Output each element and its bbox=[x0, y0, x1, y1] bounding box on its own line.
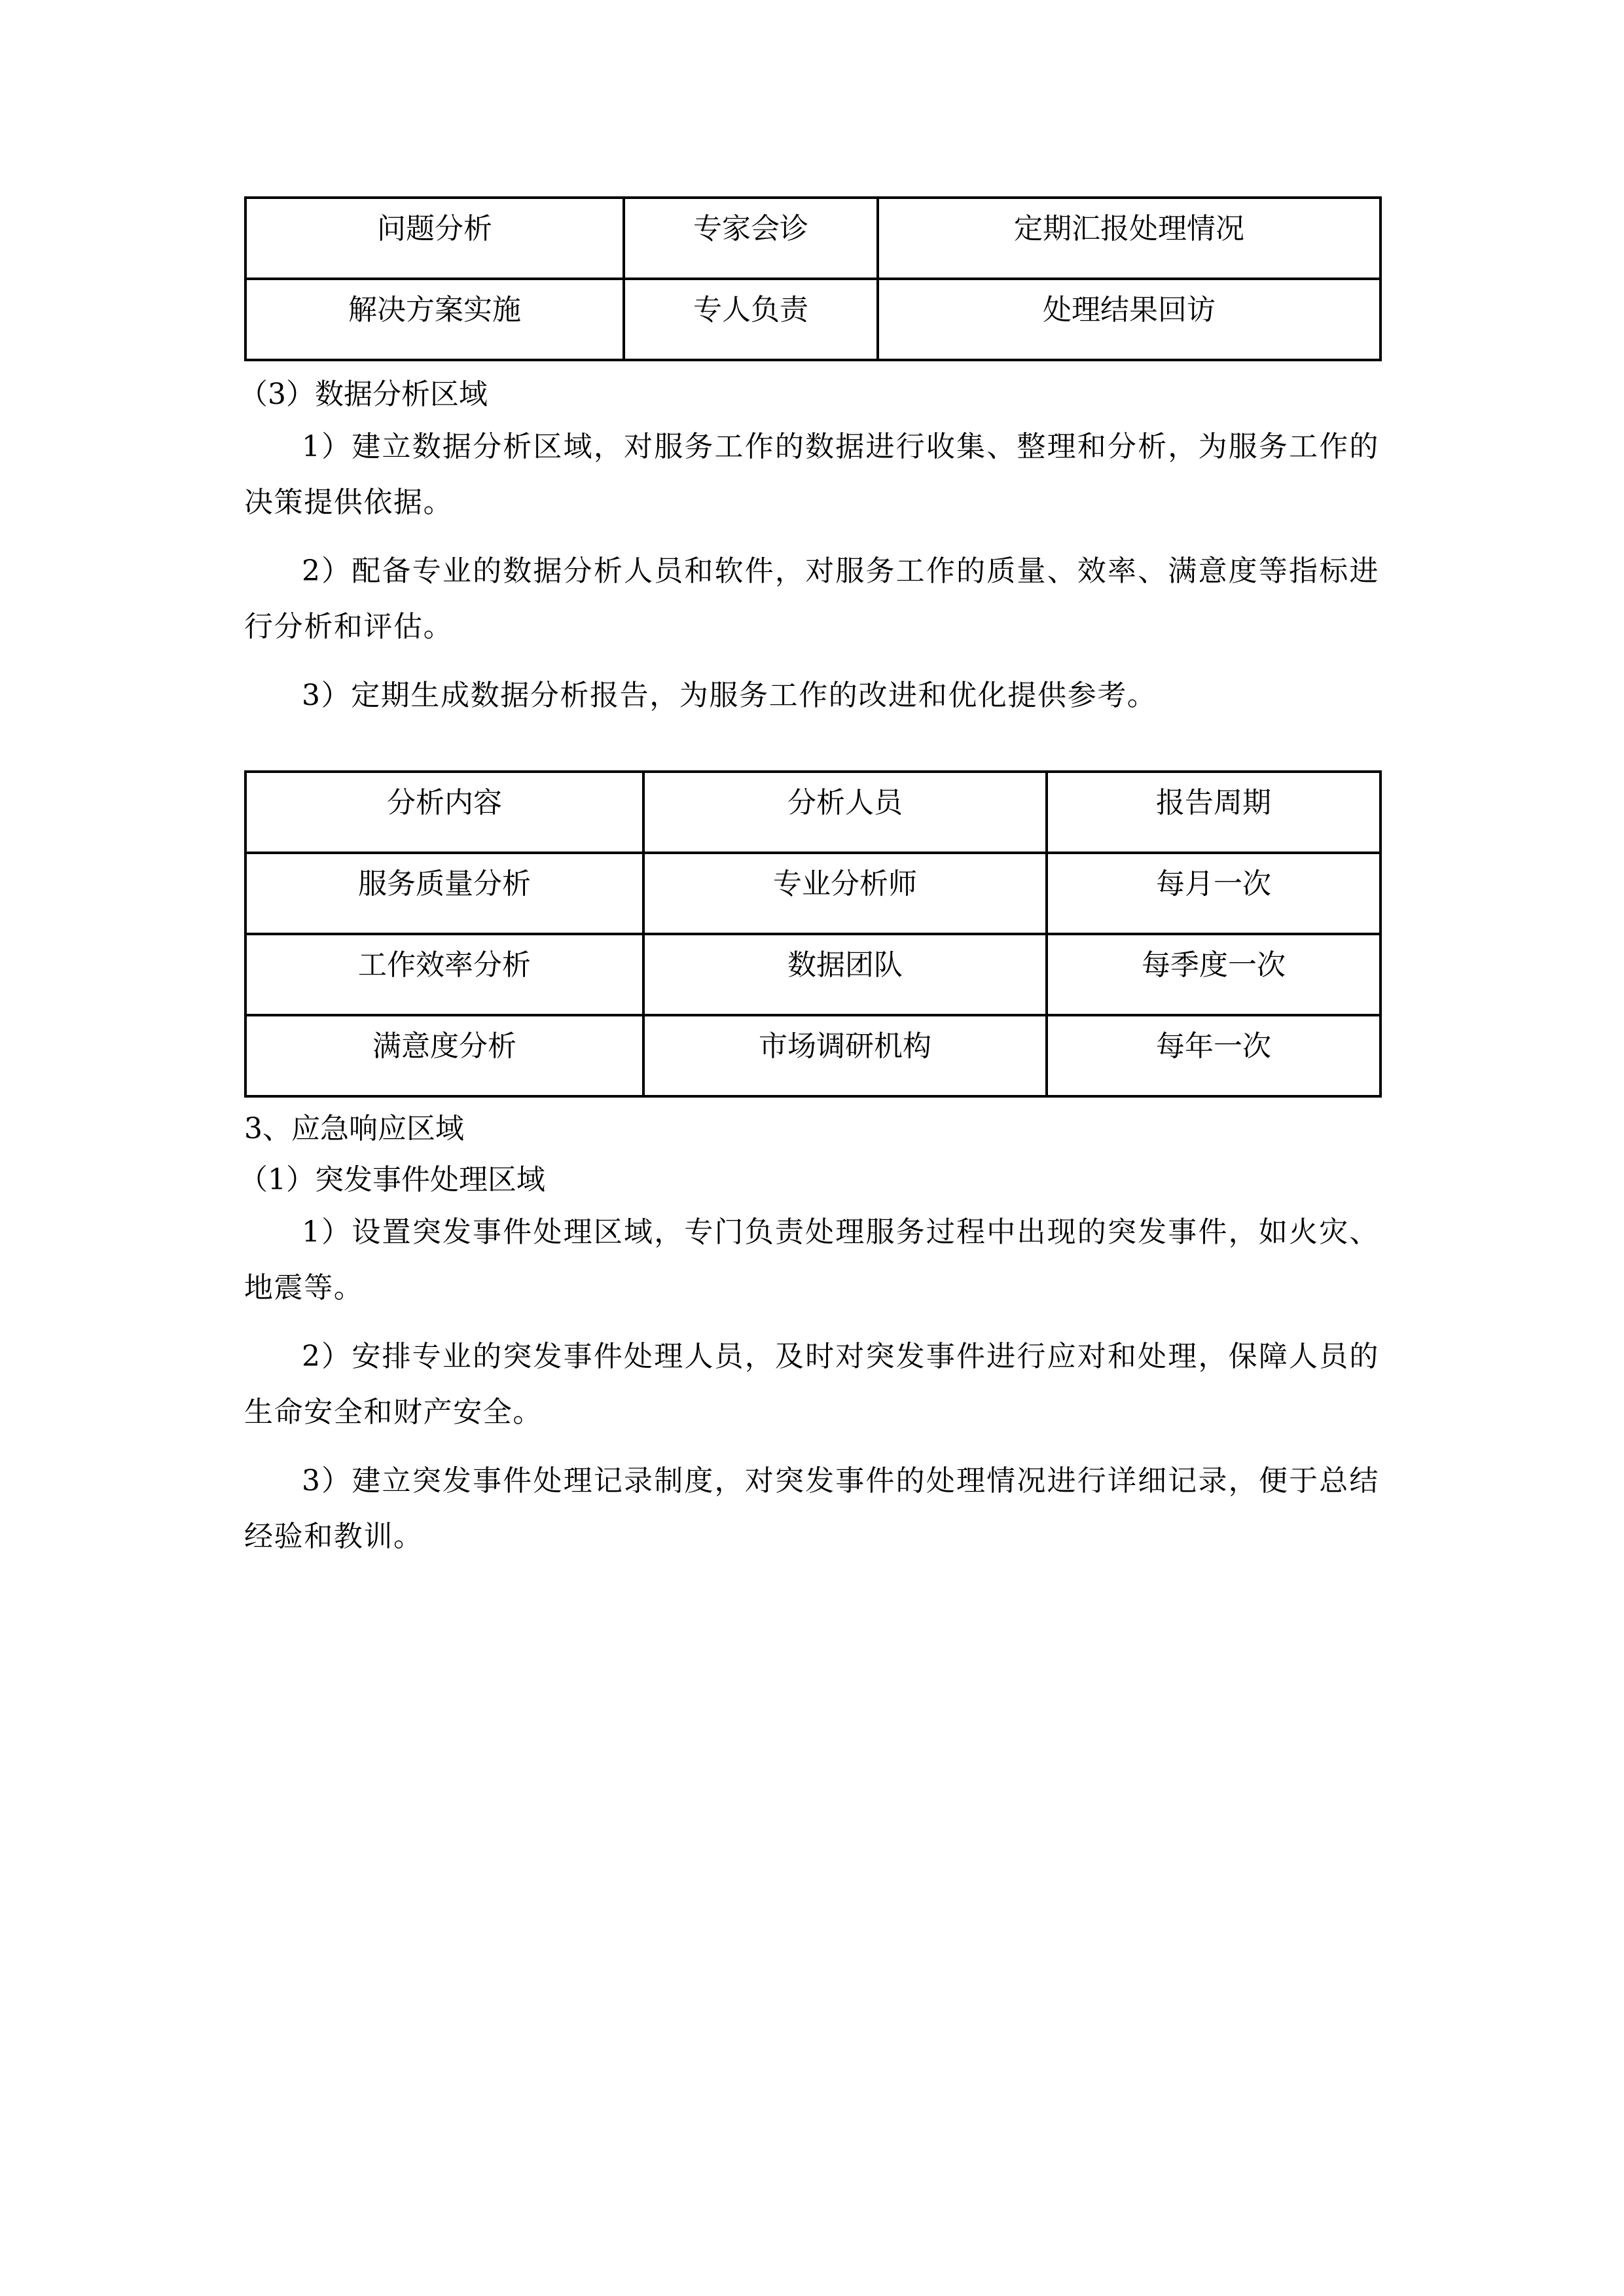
column-header: 分析人员 bbox=[643, 772, 1047, 853]
section-heading-emergency: 3、应急响应区域 bbox=[244, 1112, 464, 1145]
table-row bbox=[245, 279, 1380, 360]
column-header: 分析内容 bbox=[245, 772, 643, 853]
table-cell: 处理结果回访 bbox=[878, 279, 1380, 360]
table-cell: 定期汇报处理情况 bbox=[878, 198, 1380, 279]
table-cell: 每月一次 bbox=[1047, 853, 1380, 934]
table-cell: 每季度一次 bbox=[1047, 934, 1380, 1015]
paragraph: 1）建立数据分析区域，对服务工作的数据进行收集、整理和分析，为服务工作的决策提供依据。 bbox=[244, 430, 1379, 519]
paragraph: 1）设置突发事件处理区域，专门负责处理服务过程中出现的突发事件，如火灾、地震等。 bbox=[244, 1215, 1379, 1304]
paragraph: 2）安排专业的突发事件处理人员，及时对突发事件进行应对和处理，保障人员的生命安全和财产安全。 bbox=[244, 1340, 1379, 1429]
table-cell: 专人负责 bbox=[624, 279, 878, 360]
table-cell: 专业分析师 bbox=[643, 853, 1047, 934]
table-cell: 解决方案实施 bbox=[245, 279, 624, 360]
paragraph: 2）配备专业的数据分析人员和软件，对服务工作的质量、效率、满意度等指标进行分析和评估。 bbox=[244, 554, 1379, 643]
section-heading-data-analysis: （3）数据分析区域 bbox=[239, 378, 488, 411]
subsection-heading-incident: （1）突发事件处理区域 bbox=[239, 1163, 545, 1196]
table-cell: 问题分析 bbox=[245, 198, 624, 279]
paragraph: 3）建立突发事件处理记录制度，对突发事件的处理情况进行详细记录，便于总结经验和教训。 bbox=[244, 1464, 1379, 1553]
analysis-table-container bbox=[244, 770, 1382, 1098]
emergency-paragraphs bbox=[244, 1204, 1379, 1564]
process-table bbox=[244, 196, 1382, 361]
table-row bbox=[245, 1015, 1380, 1096]
process-table-container bbox=[244, 196, 1382, 361]
analysis-table bbox=[244, 770, 1382, 1098]
table-cell: 数据团队 bbox=[643, 934, 1047, 1015]
table-cell: 市场调研机构 bbox=[643, 1015, 1047, 1096]
paragraph: 3）定期生成数据分析报告，为服务工作的改进和优化提供参考。 bbox=[302, 679, 1157, 712]
data-analysis-paragraphs bbox=[244, 419, 1379, 723]
table-cell: 专家会诊 bbox=[624, 198, 878, 279]
table-row bbox=[245, 934, 1380, 1015]
table-cell: 服务质量分析 bbox=[245, 853, 643, 934]
column-header: 报告周期 bbox=[1047, 772, 1380, 853]
table-cell: 工作效率分析 bbox=[245, 934, 643, 1015]
table-header-row bbox=[245, 772, 1380, 853]
table-row bbox=[245, 853, 1380, 934]
table-row bbox=[245, 198, 1380, 279]
table-cell: 满意度分析 bbox=[245, 1015, 643, 1096]
table-cell: 每年一次 bbox=[1047, 1015, 1380, 1096]
